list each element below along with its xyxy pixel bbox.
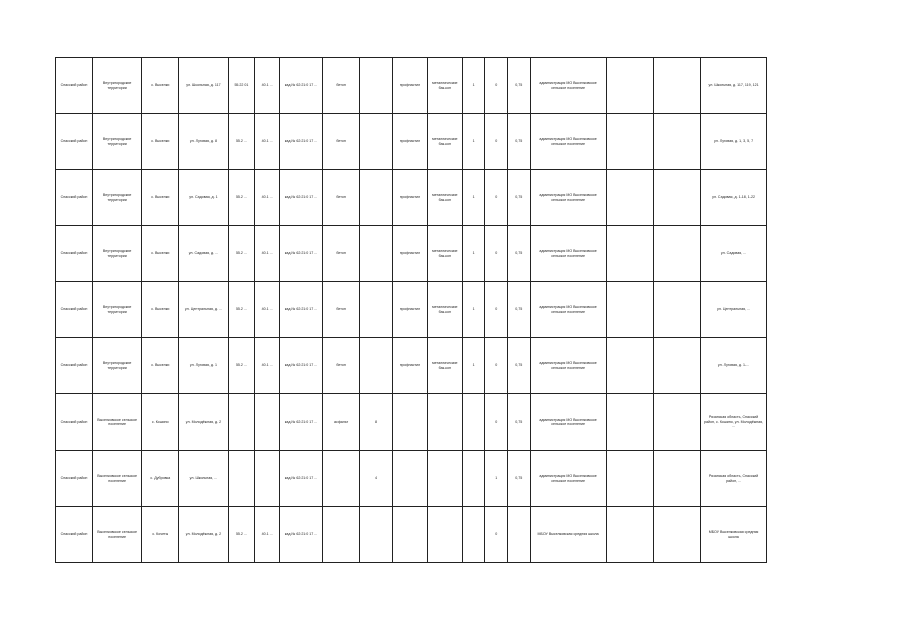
table-cell: профнастил [392,226,427,282]
table-cell: 1 [462,338,485,394]
table-cell [606,338,653,394]
table-cell: 40.1 ... [255,338,280,394]
table-cell: ул. Луговая, д. 8 [179,114,228,170]
table-cell: ул. Садовая, д. ... [179,226,228,282]
table-cell: Спасский район [56,170,93,226]
table-cell: кад.№ 62:21:0 17 ... [279,282,322,338]
table-cell [323,451,360,507]
table-cell: Спасский район [56,394,93,451]
table-cell: кад.№ 62:21:0 17 ... [279,338,322,394]
table-cell: ул. Луговая, д. 1-... [701,338,767,394]
table-cell: Спасский район [56,507,93,563]
table-row [56,507,767,563]
table-cell: Выселковское сельское поселение [92,507,141,563]
table-cell: металлические бак-кон [427,226,462,282]
table-cell: 1 [462,226,485,282]
table-cell [507,507,530,563]
table-cell: с. Кочеты [142,507,179,563]
table-cell: Внутригородские территории [92,58,141,114]
table-cell [606,394,653,451]
table-cell: 0 [485,114,508,170]
table-cell: МБОУ Выселковская средняя школа [701,507,767,563]
table-cell [360,282,393,338]
table-cell: Внутригородские территории [92,282,141,338]
table-cell: 1 [462,114,485,170]
table-cell: профнастил [392,58,427,114]
table-cell [653,114,700,170]
table-cell [427,451,462,507]
table-cell: металлические бак-кон [427,58,462,114]
table-cell: кад.№ 62:21:0 17 ... [279,507,322,563]
table-cell: асфальт [323,394,360,451]
table-cell: Рязанская область, Спасский район, с. Кошино, ул. Молодёжная, ... [701,394,767,451]
table-cell [360,338,393,394]
table-cell: ул. Центральная, д. ... [179,282,228,338]
table-cell: с. Дубровка [142,451,179,507]
table-cell [653,226,700,282]
table-cell: кад.№ 62:21:0 17 ... [279,451,322,507]
table-cell: Спасский район [56,451,93,507]
table-cell: 55.22 01 [228,58,255,114]
table-cell: ул. Садовая, ... [701,226,767,282]
table-cell: профнастил [392,282,427,338]
table-cell: Рязанская область, Спасский район, ... [701,451,767,507]
table-cell: с. Выселки [142,226,179,282]
table-cell: 4 [360,451,393,507]
table-row [56,282,767,338]
table-cell: профнастил [392,338,427,394]
table-cell [462,451,485,507]
table-cell: Спасский район [56,338,93,394]
table-cell: 0,75 [507,338,530,394]
table-cell [606,507,653,563]
table-cell [255,451,280,507]
table-cell: ул. Школьная, ... [179,451,228,507]
table-cell [392,451,427,507]
table-cell: 0,75 [507,451,530,507]
table-cell: администрация МО Выселковское сельское поселение [530,338,606,394]
table-cell: 0,75 [507,226,530,282]
table-cell: 8 [360,394,393,451]
table-cell [606,114,653,170]
table-cell: кад.№ 62:21:0 17 ... [279,58,322,114]
table-cell: Внутригородские территории [92,226,141,282]
table-cell: ул. Луговая, д. 1, 3, 5, 7 [701,114,767,170]
table-cell [392,394,427,451]
table-cell: ул. Садовая, д. 1-18, 1-22 [701,170,767,226]
table-cell: 0 [485,282,508,338]
table-cell: ул. Центральная, ... [701,282,767,338]
table-cell [653,394,700,451]
table-cell: ул. Луговая, д. 1 [179,338,228,394]
table-cell: профнастил [392,114,427,170]
table-cell: администрация МО Выселковское сельское поселение [530,226,606,282]
table-cell: 40.1 ... [255,170,280,226]
table-cell: с. Выселки [142,114,179,170]
table-cell: 40.1 ... [255,226,280,282]
table-cell: 0,75 [507,58,530,114]
table-cell: 0 [485,226,508,282]
table-cell: Спасский район [56,226,93,282]
table-cell: металлические бак-кон [427,282,462,338]
table-cell: Спасский район [56,282,93,338]
table-cell: 0,75 [507,170,530,226]
table-cell: кад.№ 62:21:0 17 ... [279,394,322,451]
table-cell: Внутригородские территории [92,170,141,226]
table-cell: ул. Школьная, д. 117 [179,58,228,114]
table-cell: Выселковское сельское поселение [92,451,141,507]
table-cell: бетон [323,114,360,170]
table-cell [606,451,653,507]
table-cell: Выселковское сельское поселение [92,394,141,451]
table-cell: бетон [323,58,360,114]
table-cell: 1 [462,282,485,338]
table-cell: ул. Школьная, д. 117, 119, 121 [701,58,767,114]
table-cell: 0,75 [507,282,530,338]
table-cell [653,170,700,226]
table-cell: 0 [485,507,508,563]
table-cell: 1 [462,58,485,114]
table-cell: кад.№ 62:21:0 17 ... [279,226,322,282]
table-cell [606,282,653,338]
table-cell: МБОУ Выселковская средняя школа [530,507,606,563]
table-cell [606,170,653,226]
table-cell: металлические бак-кон [427,114,462,170]
table-cell: 1 [485,451,508,507]
table-cell: 0,75 [507,394,530,451]
table-cell: Внутригородские территории [92,338,141,394]
table-cell: ул. Молодёжная, д. 2 [179,507,228,563]
table-cell: металлические бак-кон [427,338,462,394]
table-row [56,338,767,394]
table-cell: с. Выселки [142,282,179,338]
table-row [56,394,767,451]
table-cell: с. Выселки [142,58,179,114]
table-cell: 0 [485,394,508,451]
table-cell: ул. Молодёжная, д. 2 [179,394,228,451]
table-cell: 0 [485,170,508,226]
table-cell [606,58,653,114]
table-row [56,226,767,282]
table-cell [360,507,393,563]
table-cell: Спасский район [56,114,93,170]
table-cell: с. Кошино [142,394,179,451]
table-cell [360,58,393,114]
table-cell: Спасский район [56,58,93,114]
table-row [56,451,767,507]
table-cell: бетон [323,226,360,282]
table-cell: 55.2 ... [228,114,255,170]
table-cell: с. Выселки [142,170,179,226]
table-cell [255,394,280,451]
table-cell: администрация МО Выселковское сельское поселение [530,58,606,114]
table-cell [606,226,653,282]
table-body [56,58,767,563]
table-cell: 1 [462,170,485,226]
table-cell: 0 [485,58,508,114]
table-cell [653,507,700,563]
table-cell: администрация МО Выселковское сельское поселение [530,282,606,338]
table-cell: бетон [323,338,360,394]
table-cell: Внутригородские территории [92,114,141,170]
table-cell: администрация МО Выселковское сельское поселение [530,394,606,451]
container-sites-table [55,57,767,563]
table-cell [653,338,700,394]
table-cell: кад.№ 62:21:0 17 ... [279,114,322,170]
table-cell [462,507,485,563]
table-cell: 40.1 ... [255,58,280,114]
table-cell [653,58,700,114]
table-cell: бетон [323,282,360,338]
table-cell [653,451,700,507]
table-cell: бетон [323,170,360,226]
table-cell: 55.2 ... [228,507,255,563]
table-cell [427,507,462,563]
table-cell: 0,75 [507,114,530,170]
table-cell: 40.1 ... [255,282,280,338]
table-cell [427,394,462,451]
table-cell [392,507,427,563]
table-cell [360,114,393,170]
table-cell [323,507,360,563]
table-cell [360,170,393,226]
table-cell [360,226,393,282]
table-cell: 55.2 ... [228,282,255,338]
table-cell: 40.1 ... [255,507,280,563]
table-cell: 55.2 ... [228,170,255,226]
table-cell [228,394,255,451]
table-cell: администрация МО Выселковское сельское поселение [530,114,606,170]
table-cell: кад.№ 62:21:0 17 ... [279,170,322,226]
table-row [56,170,767,226]
table-cell: с. Выселки [142,338,179,394]
table-cell: металлические бак-кон [427,170,462,226]
table-cell: администрация МО Выселковское сельское поселение [530,170,606,226]
table-row [56,114,767,170]
table-cell: администрация МО Выселковское сельское поселение [530,451,606,507]
table-cell: ул. Садовая, д. 1 [179,170,228,226]
table-cell [228,451,255,507]
table-cell: 40.1 ... [255,114,280,170]
table-cell [653,282,700,338]
table-cell [462,394,485,451]
table-cell: 55.2 ... [228,338,255,394]
table-row [56,58,767,114]
table-cell: профнастил [392,170,427,226]
table-cell: 0 [485,338,508,394]
table-cell: 55.2 ... [228,226,255,282]
